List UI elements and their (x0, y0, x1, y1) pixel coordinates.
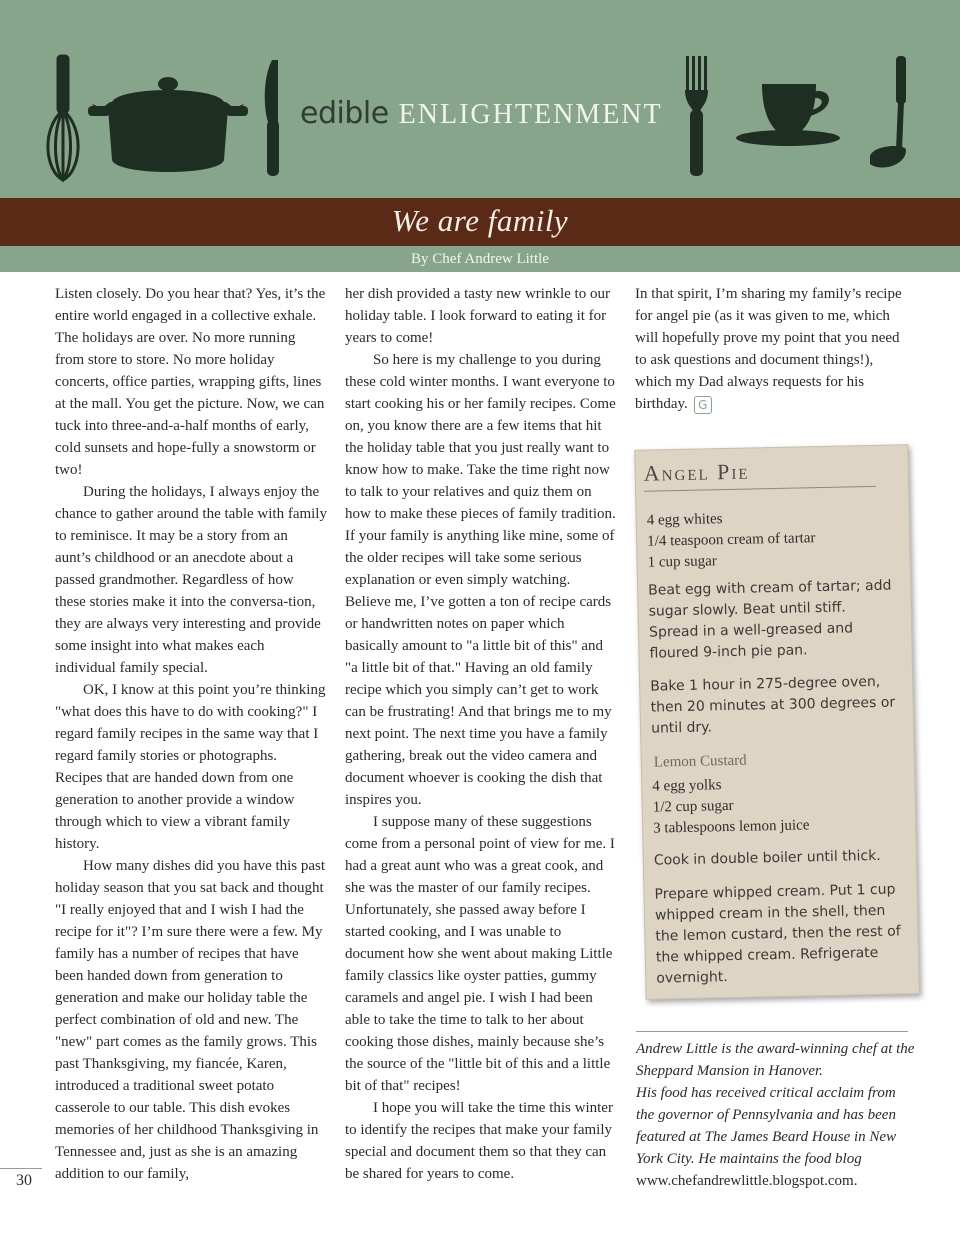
recipe-step: Prepare whipped cream. Put 1 cup whipped cream in the shell, then the lemon custard, then the rest of the whipped cream. Refrigerate overnight. (654, 881, 901, 987)
ingredient: 1 cup sugar (647, 553, 717, 571)
whisk-icon (48, 56, 78, 180)
recipe-divider (644, 486, 876, 492)
recipe-step: Bake 1 hour in 275-degree oven, then 20 minutes at 300 degrees or until dry. (650, 673, 896, 737)
ladle-icon (870, 56, 906, 168)
paragraph-text: In that spirit, I’m sharing my family’s recipe for angel pie (as it was given to me, which will hopefully prove my point that you need to ask questions and document things!), which my Dad always requests for his birthday. (635, 286, 902, 412)
fork-icon (685, 56, 708, 176)
masthead-edible: edible (300, 96, 389, 131)
recipe-step: Cook in double boiler until thick. (653, 847, 881, 869)
ingredient-list-1 (647, 507, 817, 574)
recipe-name: Angel Pie (643, 458, 750, 486)
page-number-rule (0, 1168, 42, 1169)
blog-url: www.chefandrewlittle.blogspot.com. (636, 1173, 858, 1189)
paragraph: So here is my challenge to you during these cold winter months. I want everyone to start cooking his or her family recipes. Come on, you know there are a few items that hit the holiday table that you just really want to know how to make. Take the time right now to talk to your relatives and quiz them on how to make these pieces of family tradition. If your family is anything like mine, some of the older recipes will take some serious explanation or even simply watching. Believe me, I’ve gotten a ton of recipe cards or handwritten notes on paper which basically amount to "a little bit of this" and "a little bit of that." Having an old family recipe which you simply can’t get to work can be frustrating! And that brings me to my next point. The next time you have a family gathering, break out the video camera and document whoever is cooking the dish that inspires you. (345, 352, 616, 808)
recipe-card (634, 444, 919, 1000)
author-bio (636, 1031, 916, 1192)
title-bar (0, 198, 960, 246)
ingredient: 1/2 cup sugar (652, 797, 734, 816)
paragraph: How many dishes did you have this past holiday season that you sat back and thought "I really enjoyed that and I wish I had the recipe for it"? I’m sure there were a few. My family has a number of recipes that have been handed down from generation to generation and make our holiday table the perfect combination of old and new. The "new" part comes as the family grows. This past Thanksgiving, my fiancée, Karen, introduced a traditional sweet potato casserole to our table. This dish evokes memories of her childhood Thanksgiving in Tennessee and, just as she is an amazing addition to our family, (55, 858, 326, 1182)
page-number: 30 (16, 1172, 32, 1189)
masthead-enlightenment: ENLIGHTENMENT (398, 99, 663, 130)
ingredient: 4 egg whites (646, 511, 723, 529)
bio-divider (636, 1031, 908, 1032)
ingredient: 1/4 teaspoon cream of tartar (647, 530, 816, 550)
bio-line: Andrew Little is the award-winning chef at the Sheppard Mansion in Hanover. (636, 1041, 915, 1079)
ingredient: 4 egg yolks (652, 777, 722, 795)
article-title: We are family (391, 203, 569, 238)
bio-line: His food has received critical acclaim from the governor of Pennsylvania and has been featured at The James Beard House in New York City. He maintains the food blog (636, 1085, 897, 1167)
article-column-3 (635, 283, 905, 415)
paragraph: her dish provided a tasty new wrinkle to our holiday table. I look forward to eating it for years to come! (345, 286, 610, 346)
header-band (0, 0, 960, 198)
paragraph: OK, I know at this point you’re thinking "what does this have to do with cooking?" I regard family recipes in the same way that I regard family stories or photographs. Recipes that are handed down from one generation to another provide a window through which to view a vibrant family history. (55, 682, 326, 852)
paragraph: I suppose many of these suggestions come from a personal point of view for me. I had a great aunt who was a great cook, and she was the master of our family recipes. Unfortunately, she passed away before I started cooking, and I was unable to document how she went about making Little family classics like oyster patties, gummy caramels and angel pie. I wish I had been able to take the time to talk to her about cooking those dishes, mainly because she’s the source of the "little bit of this and a little bit of that" recipes! (345, 814, 615, 1094)
end-mark-icon: G (694, 396, 712, 414)
ingredient-list-2 (652, 773, 810, 839)
knife-icon (265, 60, 279, 176)
article-column-2 (345, 283, 617, 1185)
recipe-step: Beat egg with cream of tartar; add sugar slowly. Beat until stiff. Spread in a well-greased and floured 9-inch pie pan. (648, 577, 892, 662)
byline-bar (0, 246, 960, 272)
paragraph (635, 283, 905, 415)
masthead (300, 96, 663, 136)
recipe-subtitle: Lemon Custard (653, 752, 747, 771)
paragraph: I hope you will take the time this winter to identify the recipes that make your family special and document them so that they can be shared for years to come. (345, 1100, 613, 1182)
article-byline: By Chef Andrew Little (411, 251, 549, 267)
cup-icon (736, 84, 840, 146)
ingredient: 3 tablespoons lemon juice (653, 817, 810, 837)
paragraph: Listen closely. Do you hear that? Yes, it’s the entire world engaged in a collective exhale. The holidays are over. No more running from store to store. No more holiday concerts, office parties, wrapping gifts, lines at the mall. You get the picture. Now, we can tuck into three-and-a-half months of early, cold sunsets and hope-fully a snowstorm or two! (55, 286, 326, 478)
article-column-1 (55, 283, 327, 1185)
pot-icon (88, 77, 248, 172)
paragraph: During the holidays, I always enjoy the chance to gather around the table with family to reminisce. It may be a story from an aunt’s childhood or an anecdote about a passed grandmother. Regardless of how these stories make it into the conversa-tion, they are always very interesting and provide some insight into what makes each individual family special. (55, 484, 327, 676)
